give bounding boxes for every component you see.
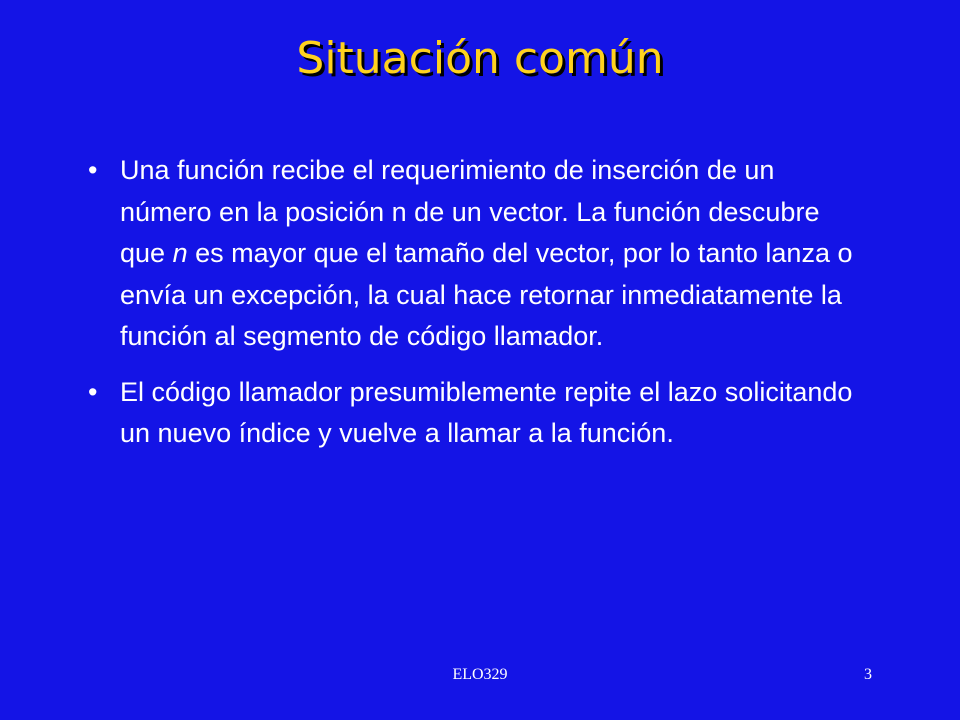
bullet-item — [88, 372, 868, 455]
bullet-text-part: Una función recibe el requerimiento de inserción de un número en la posición n de un vector. La función descubre que — [120, 155, 820, 268]
bullet-text-part: El código llamador presumiblemente repite el lazo solicitando un nuevo índice y vuelve a llamar a la función. — [120, 376, 853, 448]
bullet-text — [120, 155, 852, 351]
bullet-marker: • — [88, 376, 98, 407]
bullet-list — [88, 150, 868, 469]
page-number: 3 — [864, 666, 872, 683]
bullet-text-part: es mayor que el tamaño del vector, por lo tanto lanza o envía un excepción, la cual hace retornar inmediatamente la función al segmento de código llamador. — [120, 238, 853, 351]
footer-course-code: ELO329 — [452, 666, 508, 683]
bullet-item — [88, 150, 868, 358]
bullet-marker: • — [88, 155, 98, 185]
bullet-text — [120, 377, 852, 449]
slide-title: Situación común — [296, 33, 664, 84]
bullet-text-emphasis: n — [172, 238, 188, 268]
